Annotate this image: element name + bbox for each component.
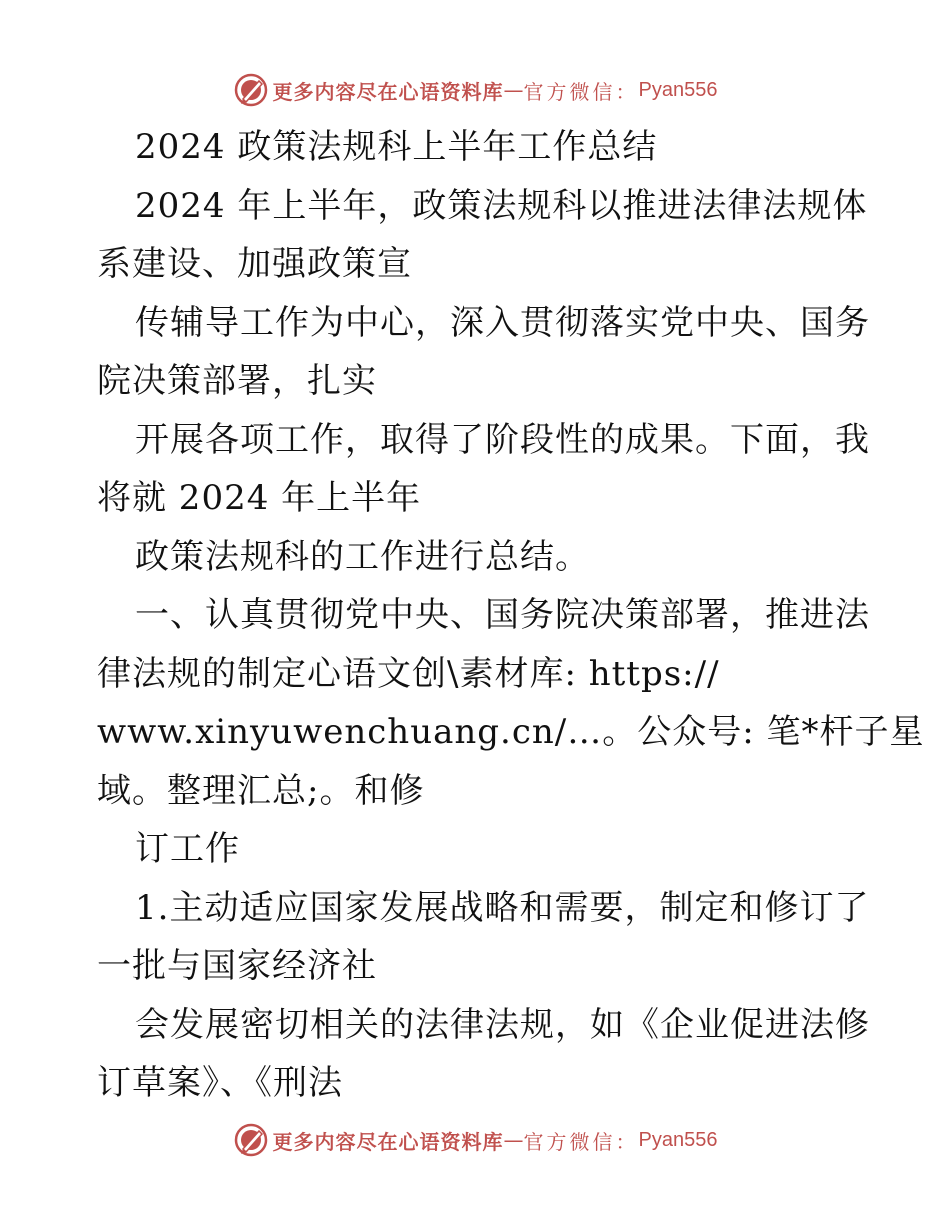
- banner-wechat-id: Pyan556: [638, 78, 718, 101]
- pen-logo-icon: [233, 1122, 269, 1158]
- text-line: 传辅导工作为中心，深入贯彻落实党中央、国务: [135, 302, 870, 343]
- document-body: [97, 118, 925, 1113]
- text-line: 1.主动适应国家发展战略和需要，制定和修订了: [135, 887, 870, 928]
- banner-brand: 更多内容尽在心语资料库: [272, 79, 504, 104]
- text-line: 政策法规科的工作进行总结。: [135, 536, 590, 577]
- banner-separator: —: [503, 78, 524, 102]
- text-line: 一批与国家经济社: [97, 946, 377, 986]
- text-line: 域。整理汇总;。和修: [97, 770, 425, 811]
- text-line: 2024 年上半年，政策法规科以推进法律法规体: [135, 185, 868, 226]
- banner-separator: —: [503, 1128, 524, 1152]
- banner-wechat-id: Pyan556: [638, 1128, 718, 1151]
- banner-wechat-label: 官方微信：: [523, 79, 639, 104]
- pen-logo-icon: [233, 72, 269, 108]
- text-line: 开展各项工作，取得了阶段性的成果。下面，我: [135, 419, 870, 460]
- text-line: www.xinyuwenchuang.cn/…。公众号: 笔*杆子星: [97, 712, 925, 752]
- text-line: 将就 2024 年上半年: [97, 478, 422, 518]
- header-banner: [0, 70, 950, 110]
- text-line: 系建设、加强政策宣: [97, 244, 412, 284]
- text-line: 院决策部署，扎实: [97, 361, 377, 401]
- text-line: 会发展密切相关的法律法规，如《企业促进法修: [135, 1004, 870, 1045]
- text-line: 律法规的制定心语文创\素材库: https://: [97, 653, 720, 694]
- text-line: 订工作: [135, 829, 240, 869]
- text-line: 一、认真贯彻党中央、国务院决策部署，推进法: [135, 595, 870, 635]
- banner-wechat-label: 官方微信：: [523, 1129, 639, 1154]
- text-line: 订草案》、《刑法: [97, 1063, 343, 1103]
- footer-banner: [0, 1120, 950, 1160]
- banner-brand: 更多内容尽在心语资料库: [272, 1129, 504, 1154]
- text-line: 2024 政策法规科上半年工作总结: [135, 127, 658, 167]
